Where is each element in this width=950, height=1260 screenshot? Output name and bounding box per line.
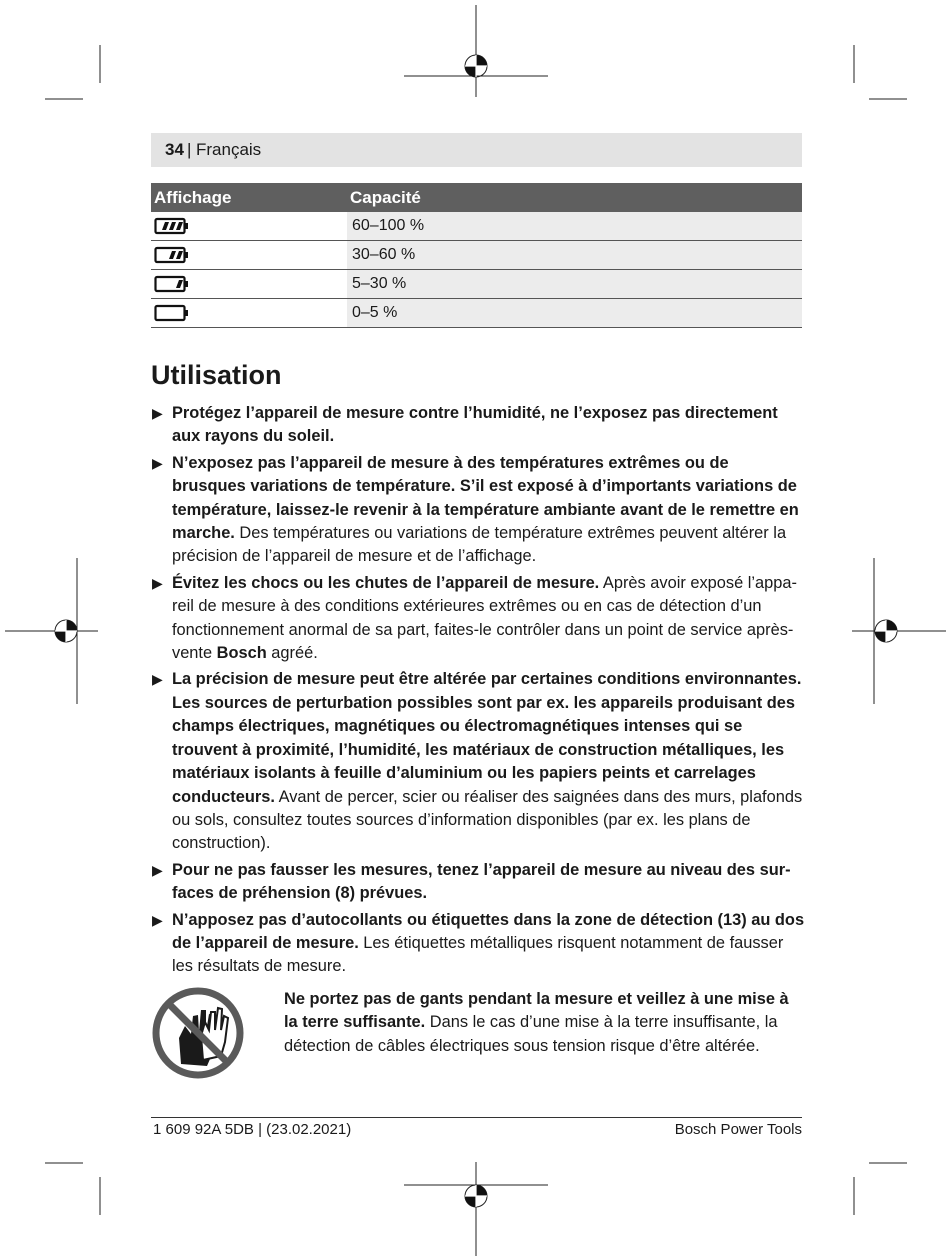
- capacity-cell: 0–5 %: [347, 299, 802, 328]
- list-item-text-end: agréé.: [266, 644, 318, 663]
- list-item-bold: N’apposez pas d’autocollants ou étiquettes dans la zone de détection (13) au dos de l’appareil de mesure.: [172, 910, 805, 952]
- battery-one-third-icon: [154, 275, 190, 293]
- column-header-affichage: Affichage: [151, 183, 347, 212]
- bullet-arrow-icon: ▶: [152, 671, 163, 688]
- list-item-bold: La précision de mesure peut être altérée par certaines conditions environnantes. Les sources de perturbation possibles sont par ex. les appareils produisant des champs électriques, magnétiques ou électromagnétiques intenses qui se trouvent à proximité, l’humidité, les matériaux de construction métalliques, les matériaux isolants à feuille d’aluminium ou les papiers peints et carrelages conducteurs.: [172, 670, 802, 806]
- section-title: Utilisation: [151, 360, 282, 390]
- bullet-arrow-icon: ▶: [152, 574, 163, 591]
- capacity-cell: 5–30 %: [347, 270, 802, 299]
- list-item-text: Des températures ou variations de température extrêmes peuvent altérer la précision de l’appareil de mesure et de l’affichage.: [172, 524, 787, 566]
- table-row: [151, 212, 802, 241]
- capacity-cell: 60–100 %: [347, 212, 802, 241]
- battery-capacity-table: [151, 183, 802, 328]
- header-separator: |: [187, 140, 192, 159]
- table-row: [151, 270, 802, 299]
- list-item: [151, 668, 806, 855]
- table-row: [151, 299, 802, 328]
- header-language: Français: [196, 140, 262, 159]
- list-item-bold: Protégez l’appareil de mesure contre l’humidité, ne l’exposez pas directement aux rayons du soleil.: [172, 404, 778, 446]
- list-item: [151, 402, 806, 449]
- list-item: [151, 909, 806, 979]
- bullet-arrow-icon: ▶: [152, 861, 163, 878]
- list-item-bold: Évitez les chocs ou les chutes de l’appareil de mesure.: [172, 573, 600, 592]
- list-item-text: Avant de percer, scier ou réaliser des saignées dans des murs, plafonds ou sols, consultez toutes sources d’information disponibles (par ex. les plans de construction).: [172, 787, 803, 853]
- table-header-row: [151, 183, 802, 212]
- glove-warning-text: [284, 988, 804, 1058]
- battery-icon-cell: [151, 299, 347, 328]
- battery-two-thirds-icon: [154, 246, 190, 264]
- bullet-arrow-icon: ▶: [152, 911, 163, 928]
- list-item: [151, 452, 806, 569]
- list-item-bold: Pour ne pas fausser les mesures, tenez l’appareil de mesure au niveau des surfaces de préhension (8) prévues.: [172, 860, 791, 903]
- column-header-capacite: Capacité: [347, 183, 802, 212]
- list-item-text: Les étiquettes métalliques risquent notamment de fausser les résultats de mesure.: [172, 933, 784, 976]
- bullet-arrow-icon: ▶: [152, 454, 163, 471]
- capacity-cell: 30–60 %: [347, 241, 802, 270]
- table-row: [151, 241, 802, 270]
- list-item-text: Après avoir exposé l’appareil de mesure à des conditions extérieures extrêmes ou en cas de détection d’un fonctionnement anormal de sa part, faites-le contrôler dans un point de service après-vente: [172, 573, 797, 663]
- battery-icon-cell: [151, 241, 347, 270]
- page-header: [151, 133, 802, 167]
- no-gloves-icon: [151, 986, 245, 1080]
- usage-instructions-list: [151, 402, 806, 982]
- page-number: 34: [165, 140, 184, 159]
- glove-warning-normal: Dans le cas d’une mise à la terre insuffisante, la détection de câbles électriques sous tension risque d’être altérée.: [284, 1013, 778, 1055]
- list-item-bold: N’exposez pas l’appareil de mesure à des températures extrêmes ou de brusques variations de température. S’il est exposé à d’importants variations de température, laissez-le revenir à la température ambiante avant de le remettre en marche.: [172, 453, 799, 543]
- list-item: [151, 572, 806, 666]
- battery-empty-icon: [154, 304, 190, 322]
- page-footer: [151, 1117, 802, 1138]
- battery-full-icon: [154, 217, 190, 235]
- list-item-bold-brand: Bosch: [216, 644, 267, 663]
- footer-brand: Bosch Power Tools: [674, 1121, 802, 1138]
- battery-icon-cell: [151, 270, 347, 299]
- list-item: [151, 859, 806, 906]
- glove-warning-bold: Ne portez pas de gants pendant la mesure et veillez à une mise à la terre suffisante.: [284, 990, 789, 1032]
- bullet-arrow-icon: ▶: [152, 405, 163, 421]
- battery-icon-cell: [151, 212, 347, 241]
- footer-document-code: 1 609 92A 5DB | (23.02.2021): [153, 1121, 352, 1138]
